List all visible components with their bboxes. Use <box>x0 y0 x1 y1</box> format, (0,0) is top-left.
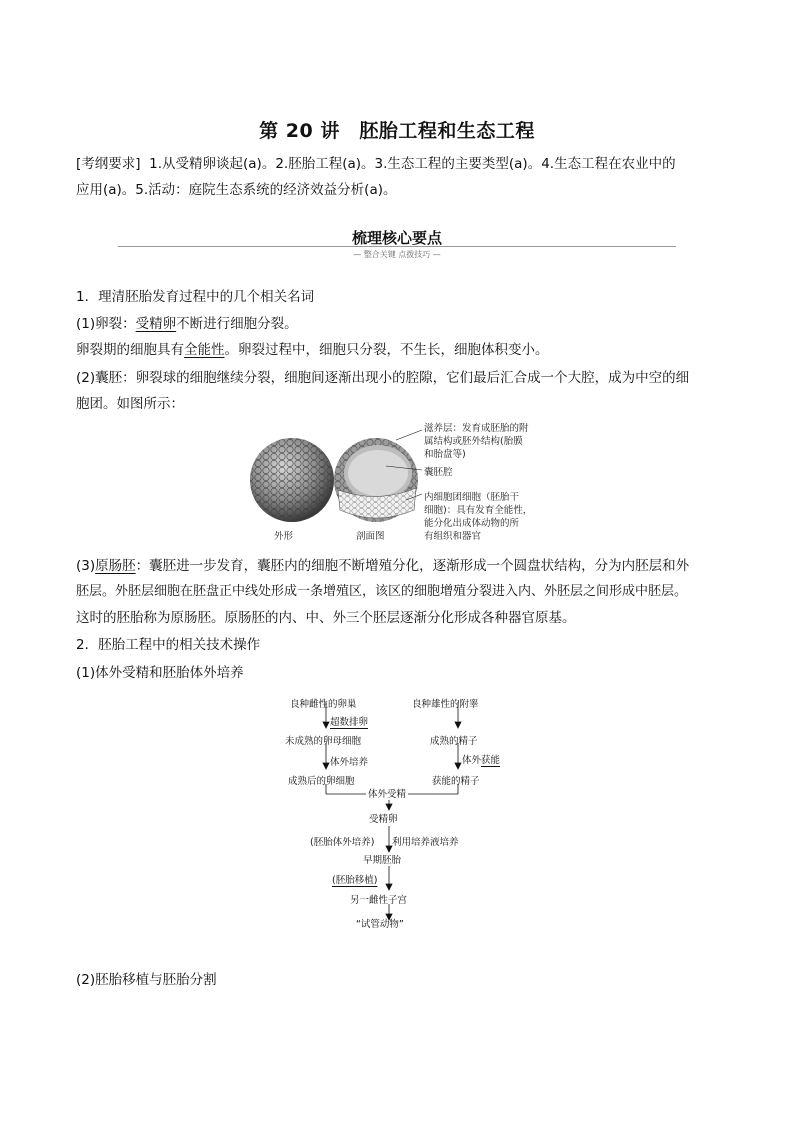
section-divider <box>118 246 676 247</box>
flow-in-vitro-culture: 体外培养 <box>330 757 369 768</box>
s1-p1-prefix: (1)卵裂： <box>76 316 136 332</box>
requirements-line2: 应用(a)。5.活动：庭院生态系统的经济效益分析(a)。 <box>76 182 397 198</box>
s1-p1 <box>76 311 726 337</box>
flow-early-embryo: 早期胚胎 <box>363 855 402 866</box>
flow-test-tube-animal: “试管动物” <box>356 919 404 930</box>
callout-inner-line: 有组织和器官 <box>424 531 482 542</box>
callout-trophoblast <box>424 422 529 461</box>
figure-label-section: 剖面图 <box>356 531 385 542</box>
flow-male-epididymis: 良种雄性的附睾 <box>412 699 479 710</box>
section-heading: 梳理核心要点 <box>351 229 442 247</box>
s1-p4-rest: ：囊胚进一步发育，囊胚内的细胞不断增殖分化，逐渐形成一个圆盘状结构，分为内胚层和外 <box>135 558 690 574</box>
figure-label-outer: 外形 <box>274 531 294 542</box>
s1-p4-line3: 这时的胚胎称为原肠胚。原肠胚的内、中、外三个胚层逐渐分化形成各种器官原基。 <box>76 610 576 626</box>
flow-culture-medium: 利用培养液培养 <box>392 837 459 848</box>
s1-p2-rest: 。卵裂过程中，细胞只分裂，不生长，细胞体积变小。 <box>224 342 549 358</box>
callout-inner-line: 内细胞团细胞（胚胎干 <box>424 492 520 503</box>
callout-inner-line: 细胞)：具有发育全能性， <box>424 505 533 516</box>
requirements-tag: [考纲要求] <box>76 156 141 172</box>
s1-p4-line2: 胚层。外胚层细胞在胚盘正中线处形成一条增殖区，该区的细胞增殖分裂进入内、外胚层之间形成中胚层。 <box>76 584 688 599</box>
s1-p3-line1: (2)囊胚：卵裂球的细胞继续分裂，细胞间逐渐出现小的腔隙，它们最后汇合成一个大腔，成为中空的细 <box>76 370 690 386</box>
s1-heading: 1．理清胚胎发育过程中的几个相关名词 <box>76 289 315 305</box>
flow-mature-egg: 成熟后的卵细胞 <box>288 776 355 787</box>
s2-sub2: (2)胚胎移植与胚胎分割 <box>76 972 217 988</box>
s1-p3-line2: 胞团。如图所示： <box>76 396 184 412</box>
callout-inner-cell-mass <box>424 491 532 543</box>
flow-zygote: 受精卵 <box>369 814 398 825</box>
flow-immature-oocyte: 未成熟的卵母细胞 <box>285 736 362 747</box>
flow-capacitated-sperm: 获能的精子 <box>432 776 480 787</box>
flow-capacitation <box>462 752 500 766</box>
page-title: 第 20 讲 胚胎工程和生态工程 <box>259 120 535 142</box>
flow-capacitation-term: 获能 <box>481 755 501 766</box>
s1-p4-prefix: (3) <box>76 558 96 574</box>
s1-p1-term: 受精卵 <box>135 316 177 332</box>
s1-p4-line1 <box>76 553 726 579</box>
blastocyst-outer-view <box>250 438 334 522</box>
s1-p1-rest: 不断进行细胞分裂。 <box>176 316 298 332</box>
s1-p2-pre: 卵裂期的细胞具有 <box>76 342 184 358</box>
s1-p2-term: 全能性 <box>184 342 225 358</box>
s1-p4-term: 原肠胚 <box>95 558 136 574</box>
flow-recipient-uterus: 另一雌性子宫 <box>350 895 408 906</box>
callout-trophoblast-line: 滋养层：发育成胚胎的附 <box>424 423 529 434</box>
s2-heading: 2．胚胎工程中的相关技术操作 <box>76 637 261 653</box>
s2-sub1: (1)体外受精和胚胎体外培养 <box>76 665 244 681</box>
callout-trophoblast-line: 和胎盘等) <box>424 449 466 460</box>
flow-capacitation-pre: 体外 <box>462 755 482 766</box>
callout-cavity: 囊胚腔 <box>424 467 453 478</box>
section-subheading: — 整合关键 点拨技巧 — <box>353 250 441 259</box>
flow-embryo-transfer: (胚胎移植) <box>332 875 378 886</box>
flow-female-ovary: 良种雌性的卵巢 <box>290 699 357 710</box>
callout-inner-line: 能分化出成体动物的所 <box>424 518 520 529</box>
flow-ivf: 体外受精 <box>366 786 408 800</box>
s1-p2 <box>76 337 726 363</box>
requirements-line1 <box>76 151 726 177</box>
callout-trophoblast-line: 属结构或胚外结构(胎膜 <box>424 436 523 447</box>
leader-trophoblast <box>396 430 422 440</box>
blastocyst-section-view <box>334 438 418 522</box>
flow-mature-sperm: 成熟的精子 <box>430 736 478 747</box>
flow-embryo-culture: (胚胎体外培养) <box>310 837 375 848</box>
flow-superovulation: 超数排卵 <box>330 717 369 728</box>
requirements-text1: 1.从受精卵谈起(a)。2.胚胎工程(a)。3.生态工程的主要类型(a)。4.生态工程在农业中的 <box>149 156 676 172</box>
